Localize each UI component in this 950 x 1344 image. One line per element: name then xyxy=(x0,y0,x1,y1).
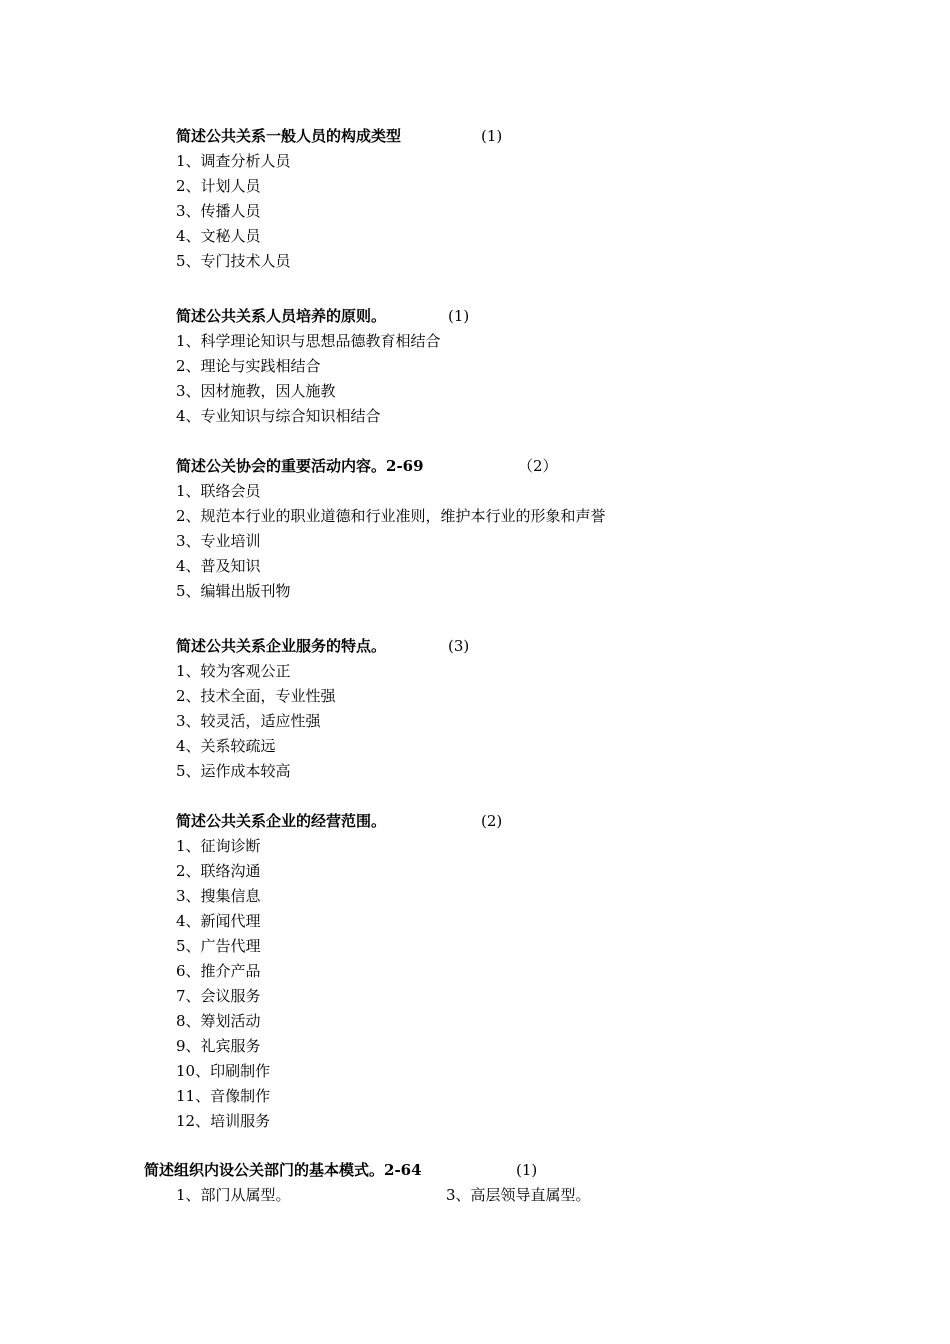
section-code: （2） xyxy=(518,457,558,475)
list-item: 6、推介产品 xyxy=(176,962,261,980)
section-heading xyxy=(176,304,876,329)
section-code: (1) xyxy=(481,127,503,145)
section-code: (1) xyxy=(448,307,470,325)
list-item: 2、理论与实践相结合 xyxy=(176,357,321,375)
list-item: 12、培训服务 xyxy=(176,1112,271,1130)
section-service-features xyxy=(176,634,876,784)
list-item: 2、计划人员 xyxy=(176,177,261,195)
list-item: 1、征询诊断 xyxy=(176,837,261,855)
list-item: 11、音像制作 xyxy=(176,1087,271,1105)
list-item: 3、专业培训 xyxy=(176,532,261,550)
list-item: 5、专门技术人员 xyxy=(176,252,291,270)
section-heading xyxy=(176,809,876,834)
section-title: 简述组织内设公关部门的基本模式。2-64 xyxy=(144,1161,422,1179)
section-title: 简述公关协会的重要活动内容。2-69 xyxy=(176,457,424,475)
list-item: 3、高层领导直属型。 xyxy=(446,1186,591,1204)
list-item: 1、部门从属型。 xyxy=(176,1186,291,1204)
list-item: 4、专业知识与综合知识相结合 xyxy=(176,407,381,425)
list-item: 1、较为客观公正 xyxy=(176,662,291,680)
list-item: 1、科学理论知识与思想品德教育相结合 xyxy=(176,332,441,350)
list-item: 2、技术全面，专业性强 xyxy=(176,687,336,705)
section-title: 简述公共关系企业的经营范围。 xyxy=(176,812,387,830)
section-department-models xyxy=(144,1158,844,1208)
list-item: 5、广告代理 xyxy=(176,937,261,955)
section-training-principles xyxy=(176,304,876,429)
section-association-activities xyxy=(176,454,876,604)
list-item: 1、联络会员 xyxy=(176,482,261,500)
list-item: 10、印刷制作 xyxy=(176,1062,271,1080)
section-heading xyxy=(176,454,876,479)
list-item: 7、会议服务 xyxy=(176,987,261,1005)
section-code: (3) xyxy=(448,637,470,655)
section-heading xyxy=(144,1158,844,1183)
section-code: (1) xyxy=(516,1161,538,1179)
section-title: 简述公共关系企业服务的特点。 xyxy=(176,637,387,655)
section-personnel-types xyxy=(176,124,876,274)
list-item: 5、运作成本较高 xyxy=(176,762,291,780)
list-item: 1、调查分析人员 xyxy=(176,152,291,170)
list-item: 8、筹划活动 xyxy=(176,1012,261,1030)
section-title: 简述公共关系人员培养的原则。 xyxy=(176,307,387,325)
section-business-scope xyxy=(176,809,876,1134)
list-item: 3、因材施教，因人施教 xyxy=(176,382,336,400)
section-heading xyxy=(176,634,876,659)
list-item: 4、普及知识 xyxy=(176,557,261,575)
section-code: (2) xyxy=(481,812,503,830)
list-item: 5、编辑出版刊物 xyxy=(176,582,291,600)
list-item: 9、礼宾服务 xyxy=(176,1037,261,1055)
list-item: 2、规范本行业的职业道德和行业准则，维护本行业的形象和声誉 xyxy=(176,507,606,525)
list-item: 4、新闻代理 xyxy=(176,912,261,930)
list-row xyxy=(144,1183,844,1208)
list-item: 4、文秘人员 xyxy=(176,227,261,245)
section-heading xyxy=(176,124,876,149)
list-item: 4、关系较疏远 xyxy=(176,737,276,755)
section-title: 简述公共关系一般人员的构成类型 xyxy=(176,127,402,145)
list-item: 3、传播人员 xyxy=(176,202,261,220)
list-item: 2、联络沟通 xyxy=(176,862,261,880)
list-item: 3、搜集信息 xyxy=(176,887,261,905)
list-item: 3、较灵活，适应性强 xyxy=(176,712,321,730)
